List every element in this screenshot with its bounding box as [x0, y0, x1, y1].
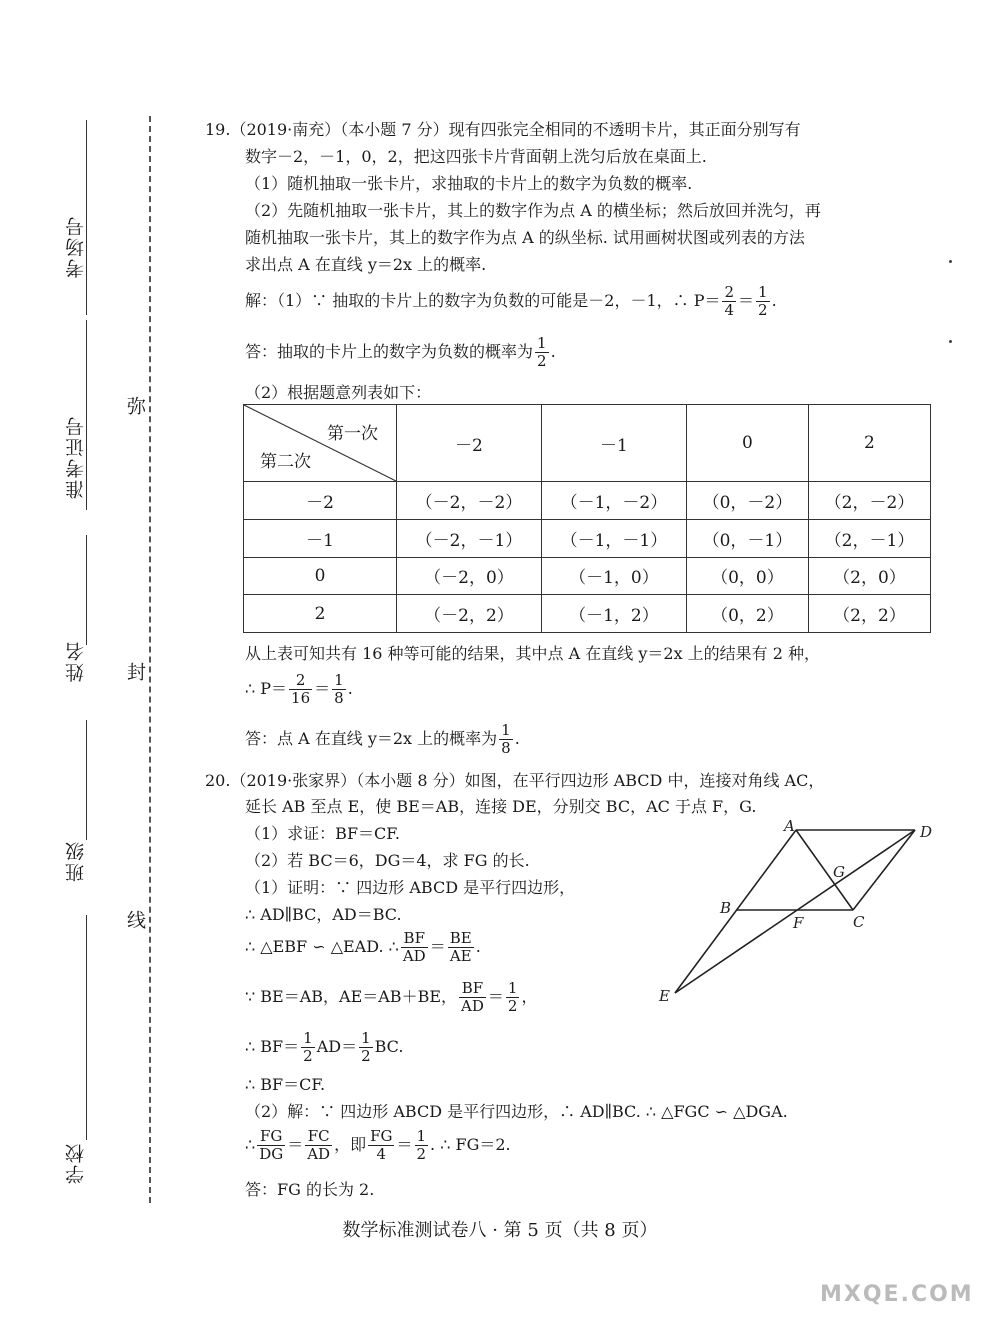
probability-table: [243, 404, 931, 633]
q19-line-2: 数字－2，－1，0，2，把这四张卡片背面朝上洗匀后放在桌面上.: [245, 147, 707, 166]
seal-dashed-line: [149, 116, 151, 1203]
fraction: $\frac{FG}{4}$: [370, 1127, 393, 1163]
vertex-label-g: G: [833, 863, 845, 881]
table-cell: （－2，－1）: [397, 519, 542, 557]
school-line: [86, 915, 87, 1140]
fraction: $\frac{1}{2}$: [537, 334, 547, 370]
table-row: [244, 595, 931, 633]
row-header: 2: [244, 595, 397, 633]
q20-proof-8: ∴ $\frac{FG}{DG}$ ＝ $\frac{FC}{AD}$ ，即 $\frac{FG}{4}$ ＝ $\frac{1}{2}$ . ∴ FG＝2.: [245, 1127, 511, 1163]
q20-proof-3: ∴ △EBF ∽ △EAD. ∴ $\frac{BF}{AD}$ ＝ $\frac{BE}{AE}$ .: [245, 929, 481, 965]
q20-answer: 答：FG 的长为 2.: [245, 1180, 375, 1199]
table-cell: （－1，－2）: [541, 482, 686, 520]
q19-solution-2-intro: （2）根据题意列表如下：: [245, 383, 432, 402]
table-cell: （－1，2）: [541, 595, 686, 633]
q19-solution-3: 从上表可知共有 16 种等可能的结果，其中点 A 在直线 y＝2x 上的结果有 2 种，: [245, 644, 821, 663]
table-cell: （－2，2）: [397, 595, 542, 633]
q19-line-5: 随机抽取一张卡片，其上的数字作为点 A 的纵坐标. 试用画树状图或列表的方法: [245, 228, 805, 247]
q20-proof-2: ∴ AD∥BC，AD＝BC.: [245, 905, 402, 924]
table-row: [244, 557, 931, 595]
column-header: －2: [397, 405, 542, 482]
school-label: 学校: [65, 1142, 87, 1184]
table-cell: （2，－1）: [808, 519, 930, 557]
q19-solution-4: ∴ P＝ $\frac{2}{16}$ ＝ $\frac{1}{8}$ .: [245, 671, 353, 707]
table-cell: （0，0）: [686, 557, 808, 595]
fraction: $\frac{2}{16}$: [291, 671, 311, 707]
table-row: [244, 519, 931, 557]
seal-char-mi: 弥: [124, 396, 146, 415]
segment-de: [675, 830, 915, 993]
vertex-label-a: A: [784, 817, 795, 835]
table-cell: （2，2）: [808, 595, 930, 633]
header-first-draw: 第一次: [327, 424, 378, 444]
class-line: [86, 720, 87, 840]
fraction: $\frac{FG}{DG}$: [259, 1127, 284, 1163]
fraction: $\frac{1}{8}$: [334, 671, 344, 707]
q20-proof-1: （1）证明：∵ 四边形 ABCD 是平行四边形，: [245, 878, 576, 897]
row-header: －1: [244, 519, 397, 557]
fraction: $\frac{1}{2}$: [507, 979, 518, 1015]
q20-line-4: （2）若 BC＝6，DG＝4，求 FG 的长.: [245, 851, 530, 870]
column-header: 0: [686, 405, 808, 482]
q19-answer-1: 答：抽取的卡片上的数字为负数的概率为 $\frac{1}{2}$ .: [245, 334, 556, 370]
segment-dc: [853, 830, 915, 910]
q20-line-3: （1）求证：BF＝CF.: [245, 824, 400, 843]
table-cell: （－1，0）: [541, 557, 686, 595]
table-cell: （－1，－1）: [541, 519, 686, 557]
q20-proof-5: ∴ BF＝ $\frac{1}{2}$ AD＝ $\frac{1}{2}$ BC.: [245, 1029, 404, 1065]
table-cell: （0，2）: [686, 595, 808, 633]
table-cell: （2，－2）: [808, 482, 930, 520]
q20-line-1: 20.（2019·张家界）（本小题 8 分）如图，在平行四边形 ABCD 中，连接对角线 AC，: [205, 771, 825, 790]
column-header: 2: [808, 405, 930, 482]
name-line: [86, 535, 87, 645]
seal-char-feng: 封: [124, 662, 146, 681]
fraction: $\frac{1}{8}$: [501, 721, 511, 757]
header-second-draw: 第二次: [260, 452, 311, 472]
q19-answer-2: 答：点 A 在直线 y＝2x 上的概率为 $\frac{1}{8}$ .: [245, 721, 520, 757]
row-header: 0: [244, 557, 397, 595]
table-cell: （0，－2）: [686, 482, 808, 520]
q20-proof-6: ∴ BF＝CF.: [245, 1075, 326, 1094]
q19-solution-1: 解：（1）∵ 抽取的卡片上的数字为负数的可能是－2，－1，∴ P＝ $\frac{2}{4}$ ＝ $\frac{1}{2}$ .: [245, 283, 777, 319]
q20-proof-4: ∵ BE＝AB，AE＝AB＋BE， $\frac{BF}{AD}$ ＝ $\frac{1}{2}$ ，: [245, 979, 538, 1015]
segment-ae: [675, 830, 796, 993]
vertex-label-f: F: [793, 914, 804, 932]
fraction: $\frac{BF}{AD}$: [402, 929, 426, 965]
vertex-label-c: C: [853, 913, 865, 931]
fraction: $\frac{BE}{AE}$: [449, 929, 472, 965]
q20-proof-7: （2）解：∵ 四边形 ABCD 是平行四边形，∴ AD∥BC. ∴ △FGC ∽ △DGA.: [245, 1102, 788, 1121]
page-footer: 数学标准测试卷八 · 第 5 页（共 8 页）: [342, 1220, 658, 1241]
margin-dot: [949, 260, 952, 263]
fraction: $\frac{BF}{AD}$: [461, 979, 484, 1015]
column-header: －1: [541, 405, 686, 482]
exam-room-line: [86, 120, 87, 315]
q20-line-2: 延长 AB 至点 E，使 BE＝AB，连接 DE，分别交 BC，AC 于点 F，G.: [245, 797, 757, 816]
row-header: －2: [244, 482, 397, 520]
vertex-label-d: D: [920, 823, 933, 841]
fraction: $\frac{1}{2}$: [361, 1029, 371, 1065]
seal-char-xian: 线: [124, 910, 146, 929]
name-label: 姓名: [65, 640, 87, 682]
table-row: [244, 482, 931, 520]
table-cell: （－2，0）: [397, 557, 542, 595]
table-cell: （－2，－2）: [397, 482, 542, 520]
q19-line-3: （1）随机抽取一张卡片，求抽取的卡片上的数字为负数的概率.: [245, 174, 693, 193]
table-corner-cell: [244, 405, 397, 482]
ticket-number-line: [86, 320, 87, 510]
q19-line-1: 19.（2019·南充）（本小题 7 分）现有四张完全相同的不透明卡片，其正面分别写有: [205, 120, 801, 139]
vertex-label-b: B: [720, 899, 732, 917]
table-cell: （2，0）: [808, 557, 930, 595]
q19-line-6: 求出点 A 在直线 y＝2x 上的概率.: [245, 255, 487, 274]
vertex-label-e: E: [659, 987, 670, 1005]
exam-room-label: 考场号: [65, 215, 87, 278]
watermark: MXQE.COM: [820, 1282, 974, 1307]
fraction: $\frac{1}{2}$: [303, 1029, 313, 1065]
q19-line-4: （2）先随机抽取一张卡片，其上的数字作为点 A 的横坐标；然后放回并洗匀，再: [245, 201, 821, 220]
fraction: $\frac{1}{2}$: [416, 1127, 427, 1163]
class-label: 班级: [65, 840, 87, 882]
fraction: $\frac{1}{2}$: [758, 283, 768, 319]
table-header-row: [244, 405, 931, 482]
fraction: $\frac{FC}{AD}$: [307, 1127, 331, 1163]
table-cell: （0，－1）: [686, 519, 808, 557]
ticket-number-label: 准考证号: [65, 415, 87, 499]
parallelogram-figure: [650, 815, 950, 1010]
margin-dot: [949, 340, 952, 343]
fraction: $\frac{2}{4}$: [724, 283, 735, 319]
